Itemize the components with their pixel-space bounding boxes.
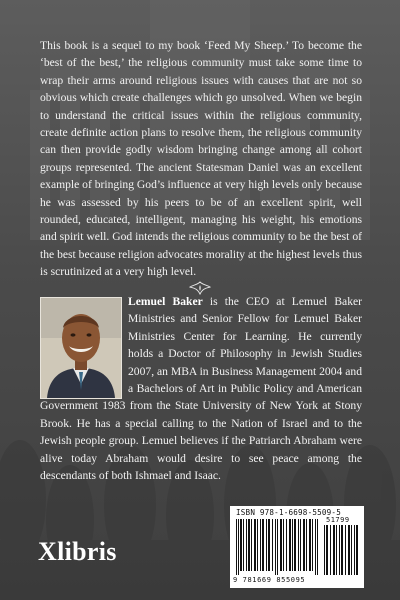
ean-barcode-bars — [236, 519, 318, 575]
isbn-number: ISBN 978-1-6698-5509-5 — [236, 508, 341, 517]
isbn-barcode — [230, 506, 364, 588]
price-addon-bars — [324, 525, 358, 575]
book-description: This book is a sequel to my book ‘Feed My Sheep.’ To become the ‘best of the best,’ the religious community must take some time to wrap their arms around religious issues with causes that are not so obvious which create challenges which go unsolved. When we begin to understand the critical issues within the religious community, create definite action plans to resolve them, the religious community can then provide godly wisdom bringing change among all cohort groups represented. The ancient Statesman Daniel was an excellent example of bringing God’s influence at very high levels only because he was assessed by his peers to be of an excellent spirit, well rounded, educated, intelligent, managing his weight, his emotions and spirit well. God intends the religious community to be the best of the best because religion advocates morality at the highest levels thus is scrutinized at a very high level. — [40, 39, 362, 279]
author-bio-text: is the CEO at Lemuel Baker Ministries and Senior Fellow for Lemuel Baker Ministries Center for Learning. He currently holds a Doctor of Philosophy in Jewish Studies 2007, an MBA in Business Management 2004 and a Bachelors of Art in Public Policy and American Government 1983 from the State University of New York at Stony Brook. He has a special calling to the Nation of Israel and to the Jewish people group. Lemuel believes if the Patriarch Abraham were alive today Abraham would desire to see peace among the descendants of both Ishmael and Isaac. — [40, 295, 362, 483]
author-name: Lemuel Baker — [128, 295, 203, 308]
author-bio — [40, 293, 362, 484]
publisher-logo: Xlibris — [38, 537, 117, 566]
barcode-digits: 9 781669 855095 — [233, 576, 306, 584]
price-addon-digits: 51799 — [326, 516, 350, 524]
